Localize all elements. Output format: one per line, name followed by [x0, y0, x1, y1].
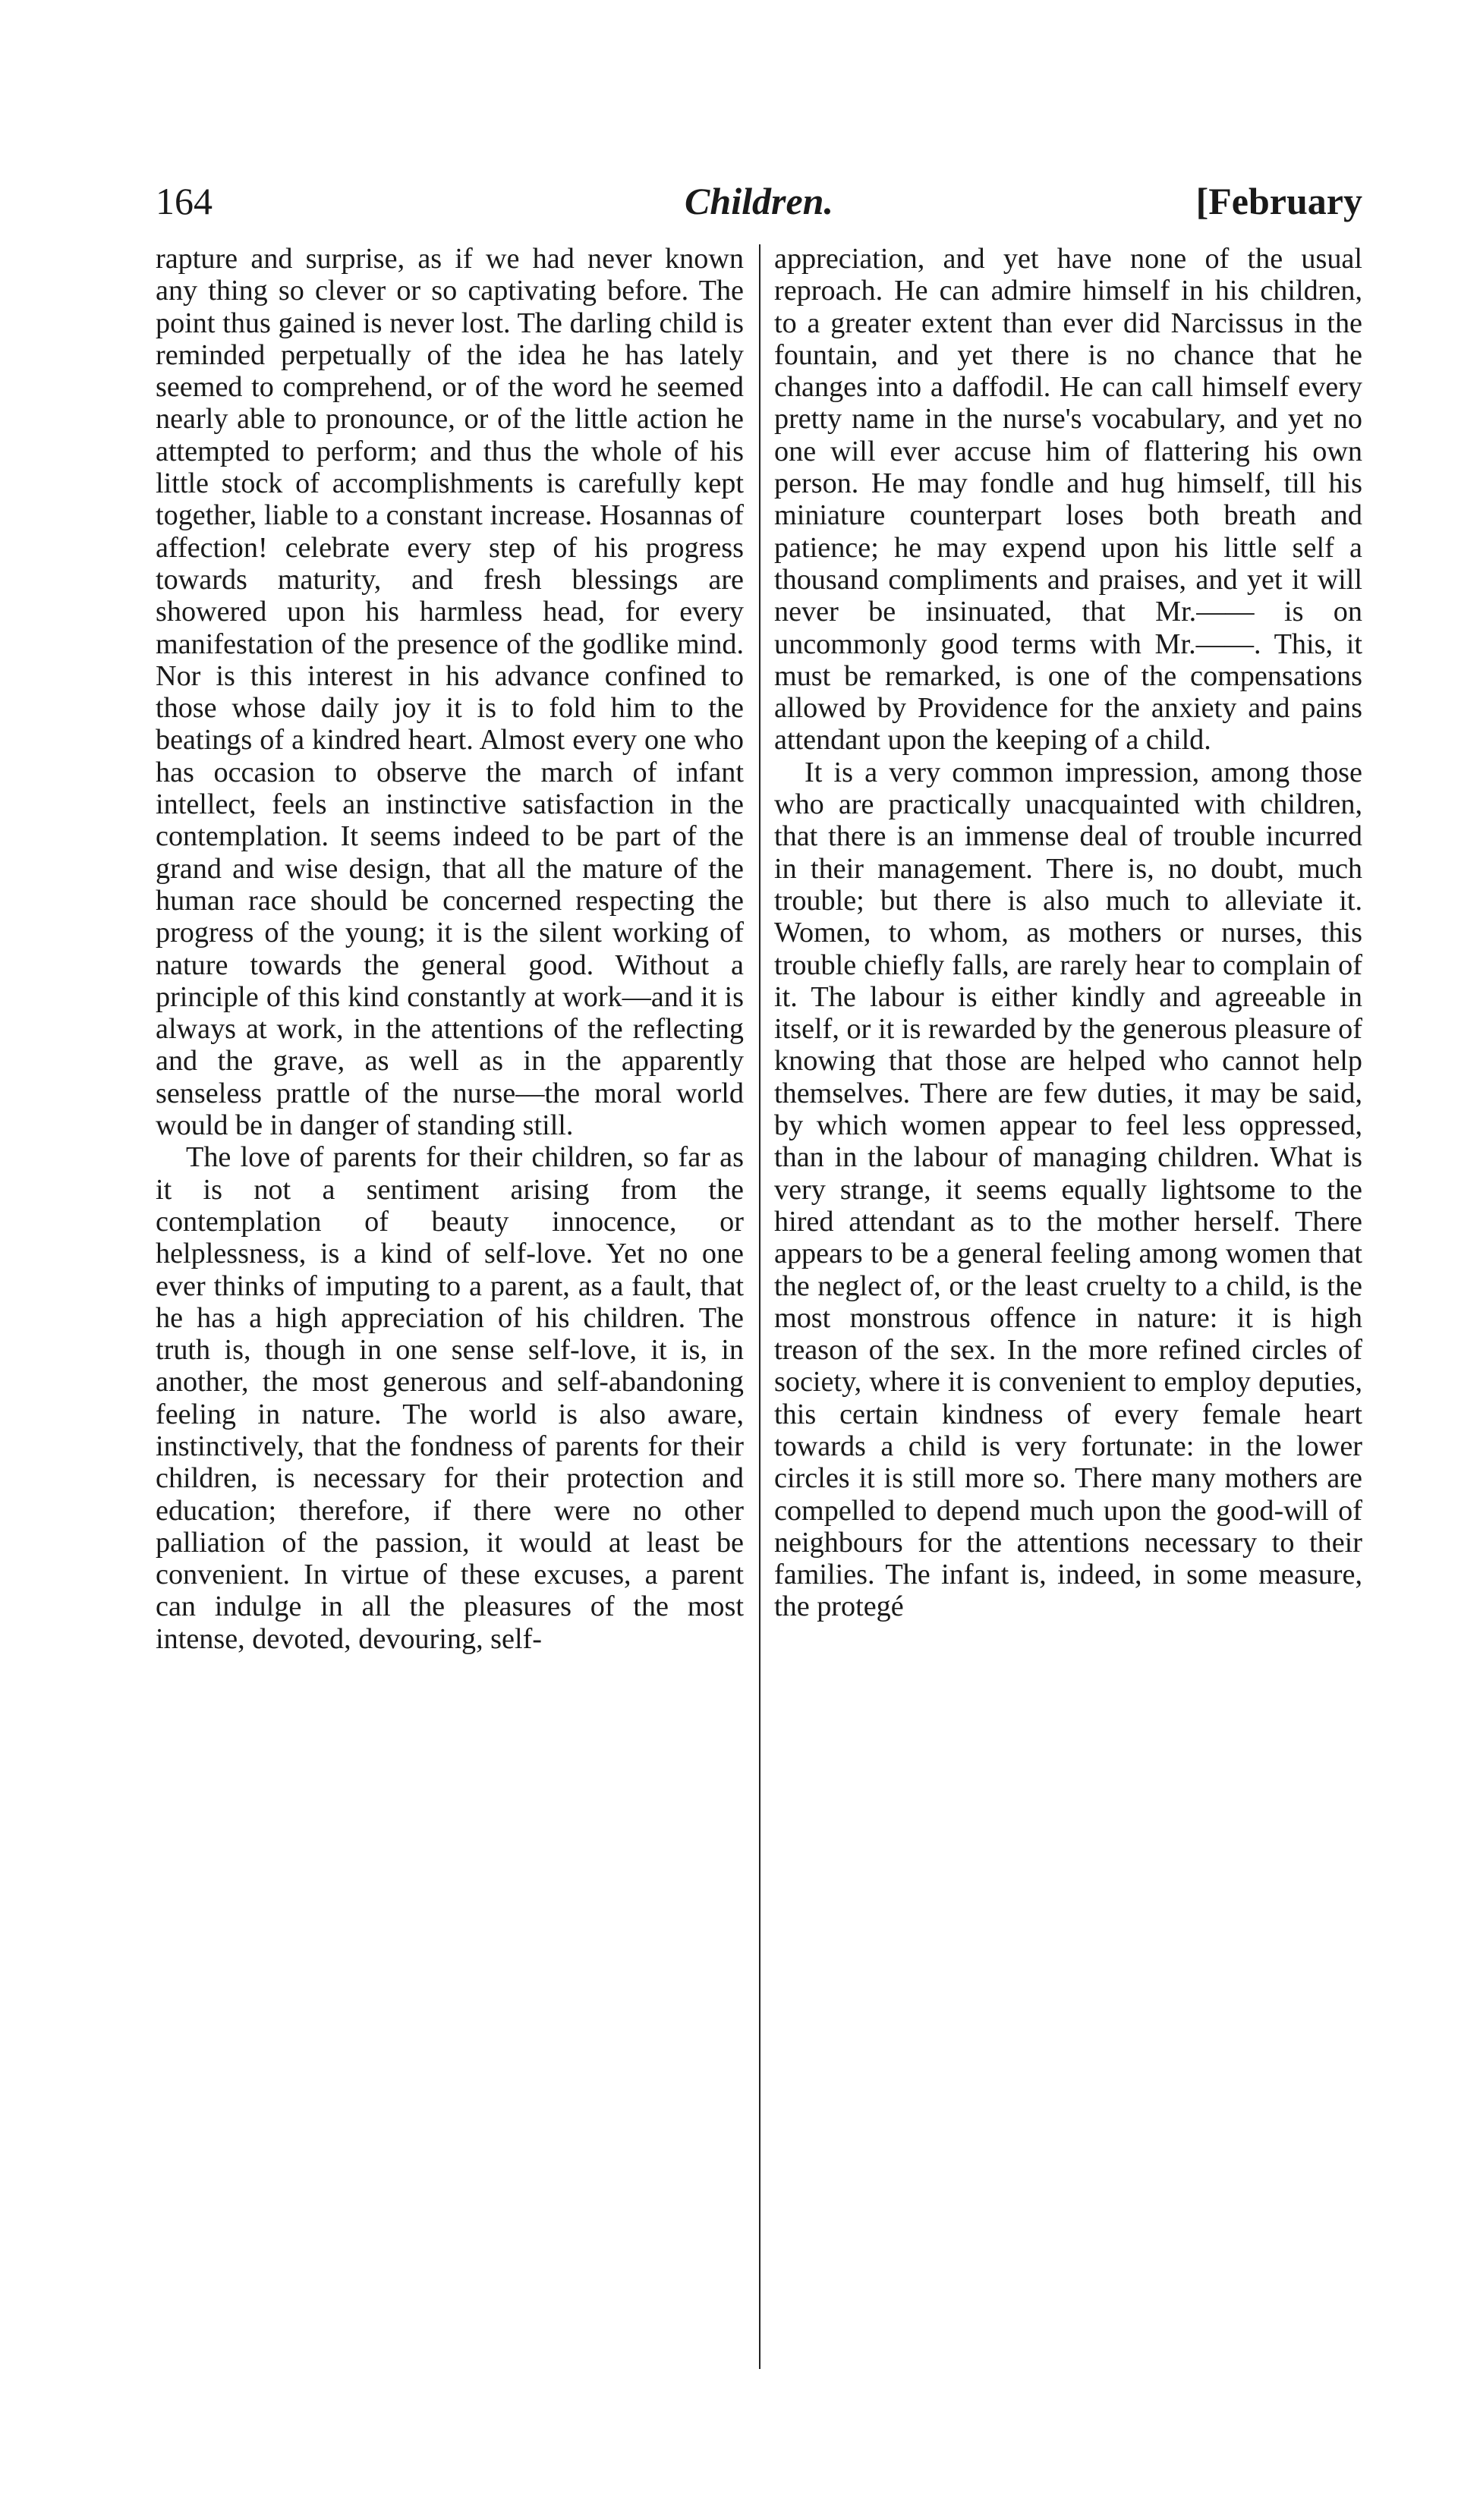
book-page	[156, 163, 1362, 2440]
column-divider	[759, 244, 760, 2369]
running-head	[156, 163, 1362, 239]
right-paragraph-1: appreciation, and yet have none of the usual reproach. He can admire himself in his children, to a greater extent than ever did Narcissus in the fountain, and yet there is no chance that he changes into a daffodil. He can call himself every pretty name in the nurse's vocabulary, and yet no one will ever accuse him of flattering his own person. He may fondle and hug himself, till his miniature counterpart loses both breath and patience; he may expend upon his little self a thousand compliments and praises, and yet it will never be insinuated, that Mr.—— is on uncommonly good terms with Mr.——. This, it must be remarked, is one of the compensations allowed by Providence for the anxiety and pains attendant upon the keeping of a child.	[774, 243, 1362, 757]
running-month: [February	[1195, 180, 1362, 222]
right-paragraph-2: It is a very common impression, among those who are practically unacquainted with children, that there is an immense deal of trouble incurred in their management. There is, no doubt, much trouble; but there is also much to alleviate it. Women, to whom, as mothers or nurses, this trouble chiefly falls, are rarely hear to complain of it. The labour is either kindly and agreeable in itself, or it is rewarded by the generous pleasure of knowing that those are helped who cannot help themselves. There are few duties, it may be said, by which women appear to feel less oppressed, than in the labour of managing children. What is very strange, it seems equally lightsome to the hired attendant as to the mother herself. There appears to be a general feeling among women that the neglect of, or the least cruelty to a child, is the most monstrous offence in nature: it is high treason of the sex. In the more refined circles of society, where it is convenient to employ deputies, this certain kindness of every female heart towards a child is very fortunate: in the lower circles it is still more so. There many mothers are compelled to depend much upon the good-will of neighbours for the attentions necessary to their families. The infant is, indeed, in some measure, the protegé	[774, 756, 1362, 1623]
left-paragraph-2: The love of parents for their children, so far as it is not a sentiment arising from the contemplation of beauty innocence, or helplessness, is a kind of self-love. Yet no one ever thinks of imputing to a parent, as a fault, that he has a high appreciation of his children. The truth is, though in one sense self-love, it is, in another, the most generous and self-abandoning feeling in nature. The world is also aware, instinctively, that the fondness of parents for their children, is necessary for their protection and education; therefore, if there were no other palliation of the passion, it would at least be convenient. In virtue of these excuses, a parent can indulge in all the pleasures of the most intense, devoted, devouring, self-	[156, 1141, 744, 1655]
right-column	[774, 243, 1362, 1623]
running-title: Children.	[685, 180, 833, 222]
page-number: 164	[156, 180, 213, 222]
text-columns	[156, 243, 1362, 2375]
left-column	[156, 243, 744, 1655]
left-paragraph-1: rapture and surprise, as if we had never known any thing so clever or so captivating before. The point thus gained is never lost. The darling child is reminded perpetually of the idea he has lately seemed to comprehend, or of the word he seemed nearly able to pronounce, or of the little action he attempted to perform; and thus the whole of his little stock of accomplishments is carefully kept together, liable to a constant increase. Hosannas of affection! celebrate every step of his progress towards maturity, and fresh blessings are showered upon his harmless head, for every manifestation of the presence of the godlike mind. Nor is this interest in his advance confined to those whose daily joy it is to fold him to the beatings of a kindred heart. Almost every one who has occasion to observe the march of infant intellect, feels an instinctive satisfaction in the contemplation. It seems indeed to be part of the grand and wise design, that all the mature of the human race should be concerned respecting the progress of the young; it is the silent working of nature towards the general good. Without a principle of this kind constantly at work—and it is always at work, in the attentions of the reflecting and the grave, as well as in the apparently senseless prattle of the nurse—the moral world would be in danger of standing still.	[156, 243, 744, 1142]
